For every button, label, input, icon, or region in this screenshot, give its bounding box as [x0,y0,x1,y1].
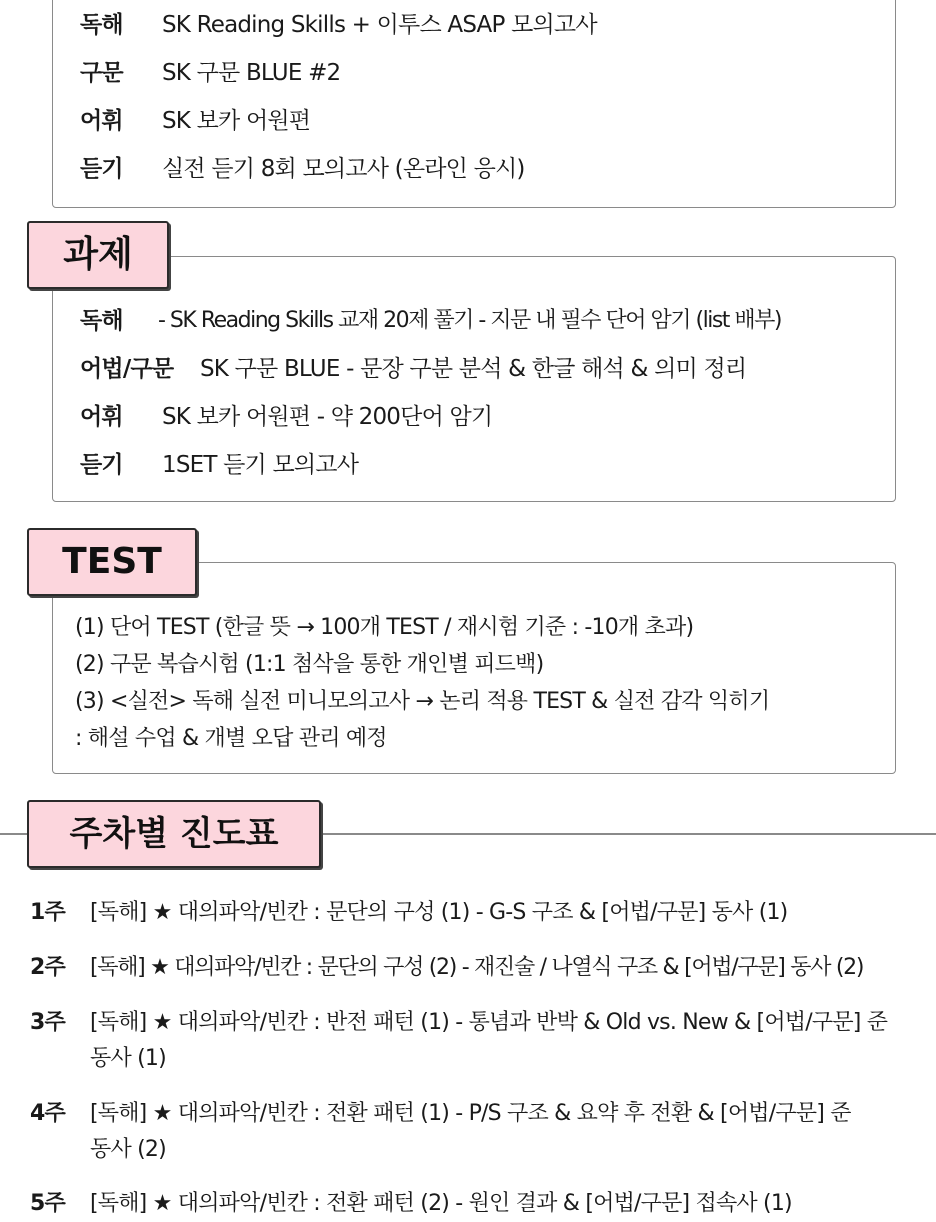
homework-title-tag: 과제 [27,221,169,289]
textbook-label: 듣기 [80,156,123,182]
schedule-week-row [30,1005,936,1077]
homework-label: 듣기 [80,452,123,478]
textbook-label: 독해 [80,12,123,38]
textbook-label: 어휘 [80,108,123,134]
textbook-label: 구문 [80,60,123,86]
schedule-title-tag: 주차별 진도표 [27,800,321,868]
schedule-week-row [30,950,936,986]
homework-text: 1SET 듣기 모의고사 [162,452,359,478]
homework-label: 독해 [80,308,123,334]
test-title-tag: TEST [27,528,197,596]
homework-text: SK 보카 어원편 - 약 200단어 암기 [162,404,493,430]
homework-label: 어법/구문 [80,356,174,382]
week-content: [독해] ★ 대의파악/빈칸 : 전환 패턴 (2) - 원인 결과 & [어법/구문] 접속사 (1) [90,1191,792,1216]
test-line: (3) <실전> 독해 실전 미니모의고사 → 논리 적용 TEST & 실전 감각 익히기 [75,689,770,714]
textbook-text: 실전 듣기 8회 모의고사 (온라인 응시) [162,156,525,182]
schedule-week-row [30,1096,936,1168]
test-line: (1) 단어 TEST (한글 뜻 → 100개 TEST / 재시험 기준 : -10개 초과) [75,615,694,640]
week-number: 4주 [30,1101,65,1126]
week-content: [독해] ★ 대의파악/빈칸 : 전환 패턴 (1) - P/S 구조 & 요약 후 전환 & [어법/구문] 준동사 (2) [90,1101,851,1162]
homework-text: - SK Reading Skills 교재 20제 풀기 - 지문 내 필수 단어 암기 (list 배부) [158,308,781,333]
week-content: [독해] ★ 대의파악/빈칸 : 문단의 구성 (1) - G-S 구조 & [어법/구문] 동사 (1) [90,900,788,925]
textbook-text: SK Reading Skills + 이투스 ASAP 모의고사 [162,12,597,38]
week-content: [독해] ★ 대의파악/빈칸 : 반전 패턴 (1) - 통념과 반박 & Old vs. New & [어법/구문] 준동사 (1) [90,1010,888,1071]
test-line: : 해설 수업 & 개별 오답 관리 예정 [75,726,387,751]
week-number: 1주 [30,900,65,925]
textbook-text: SK 보카 어원편 [162,108,311,134]
week-number: 5주 [30,1191,65,1216]
test-line: (2) 구문 복습시험 (1:1 첨삭을 통한 개인별 피드백) [75,652,544,677]
schedule-week-row [30,895,936,931]
week-content: [독해] ★ 대의파악/빈칸 : 문단의 구성 (2) - 재진술 / 나열식 구조 & [어법/구문] 동사 (2) [90,955,864,980]
week-number: 3주 [30,1010,65,1035]
week-number: 2주 [30,955,65,980]
homework-text: SK 구문 BLUE - 문장 구분 분석 & 한글 해석 & 의미 정리 [200,356,747,382]
textbook-text: SK 구문 BLUE #2 [162,60,341,86]
schedule-week-row [30,1186,936,1216]
homework-label: 어휘 [80,404,123,430]
